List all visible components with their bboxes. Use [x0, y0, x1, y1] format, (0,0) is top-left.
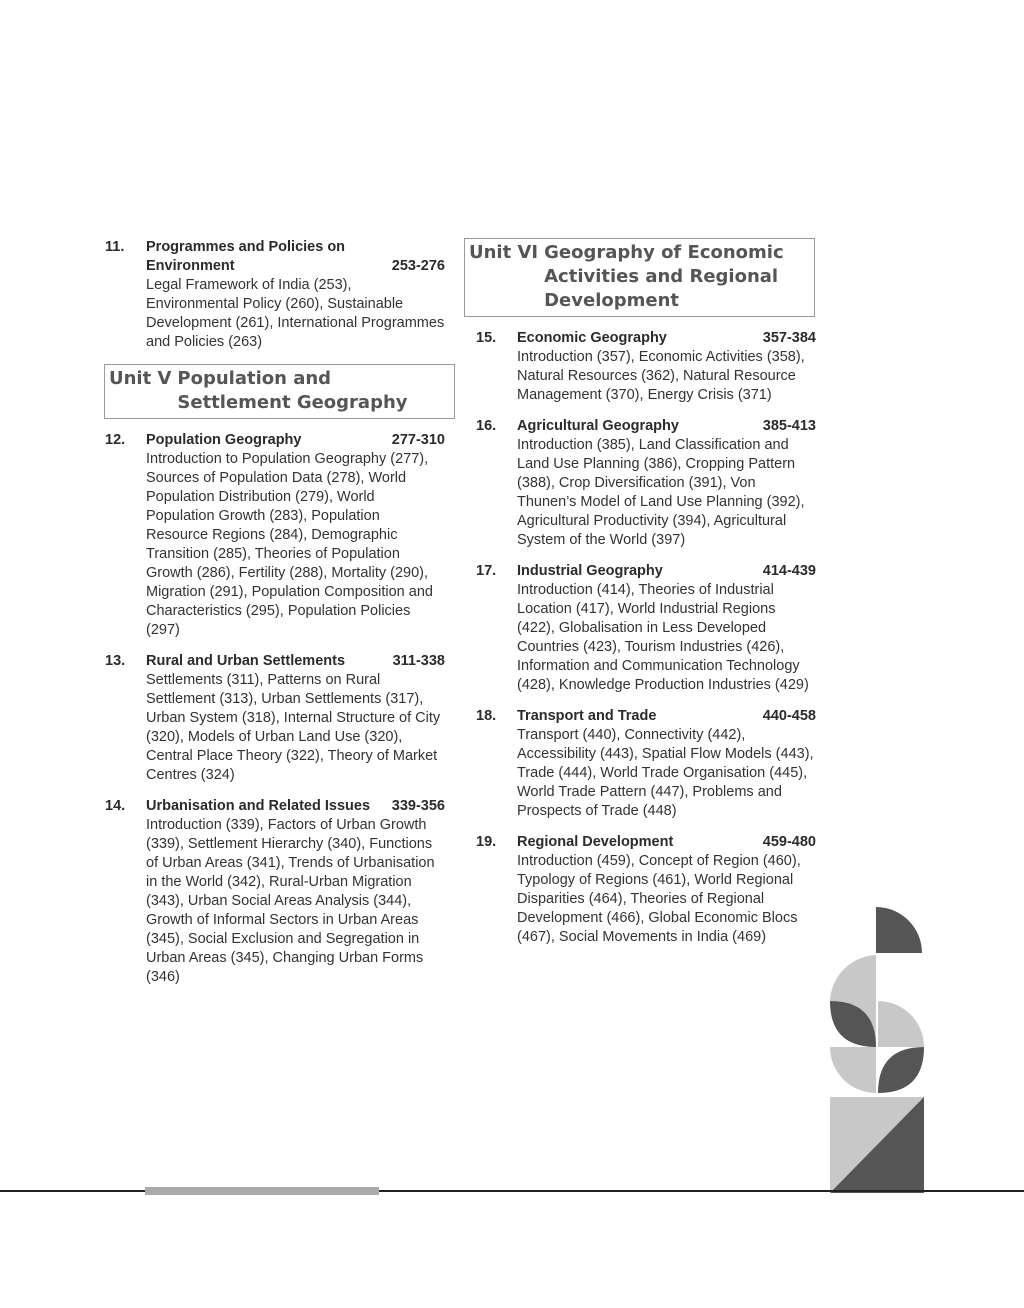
chapter-topics: Introduction (339), Factors of Urban Growth (339), Settlement Hierarchy (340), Functions of Urban Areas (341), Trends of Urbanisation in the World (342), Rural-Urban Migration (343), Urban Social Areas Analysis (344), Growth of Informal Sectors in Urban Areas (345), Social Exclusion and Segregation in Urban Areas (345), Changing Urban Forms (346) [146, 817, 435, 985]
chapter-topics: Introduction (459), Concept of Region (460), Typology of Regions (461), World Regional Disparities (464), Theories of Regional Development (466), Global Economic Blocs (467), Social Movements in India (469) [517, 853, 801, 945]
toc-entry-18[interactable] [476, 707, 816, 821]
bottom-accent-bar [145, 1187, 379, 1195]
toc-entry-17[interactable] [476, 562, 816, 695]
chapter-topics: Introduction (385), Land Classification and Land Use Planning (386), Cropping Pattern (388), Crop Diversification (391), Von Thunen’s Model of Land Use Planning (392), Agricultural Productivity (394), Agricultural System of the World (397) [517, 437, 805, 548]
chapter-topics: Introduction (357), Economic Activities (358), Natural Resources (362), Natural Resource Management (370), Energy Crisis (371) [517, 349, 805, 403]
chapter-number: 12. [105, 432, 126, 448]
chapter-number: 17. [476, 563, 497, 579]
chapter-number: 16. [476, 418, 497, 434]
toc-left-column [105, 238, 445, 999]
chapter-topics: Introduction to Population Geography (277), Sources of Population Data (278), World Population Distribution (279), World Population Growth (283), Population Resource Regions (284), Demographic Transition (285), Theories of Population Growth (286), Fertility (288), Mortality (290), Migration (291), Population Composition and Characteristics (295), Population Policies (297) [146, 451, 433, 638]
chapter-title: Agricultural Geography [517, 418, 679, 434]
chapter-topics: Introduction (414), Theories of Industrial Location (417), World Industrial Regions (422), Globalisation in Less Developed Countries (423), Tourism Industries (426), Information and Communication Technology (428), Knowledge Production Industries (429) [517, 582, 809, 693]
page-range: 357-384 [762, 330, 816, 346]
dark-quarter-circle-shape [876, 907, 922, 953]
toc-entry-15[interactable] [476, 329, 816, 405]
chapter-number: 14. [105, 798, 126, 814]
page-range: 440-458 [762, 708, 816, 724]
page-range: 277-310 [391, 432, 445, 448]
unit-title: Geography of Economic Activities and Regional Development [544, 242, 784, 311]
unit-label: Unit V [109, 368, 172, 389]
toc-entry-19[interactable] [476, 833, 816, 947]
chapter-title: Urbanisation and Related Issues [146, 798, 371, 814]
chapter-title: Industrial Geography [517, 563, 663, 579]
chapter-topics: Legal Framework of India (253), Environmental Policy (260), Sustainable Development (261), International Programmes and Policies (263) [146, 277, 445, 350]
toc-entry-11[interactable] [105, 238, 445, 352]
toc-entry-13[interactable] [105, 652, 445, 785]
chapter-number: 11. [105, 239, 125, 255]
chapter-title: Regional Development [517, 834, 674, 850]
unit-heading-vi [464, 238, 815, 317]
chapter-number: 15. [476, 330, 497, 346]
toc-entry-16[interactable] [476, 417, 816, 550]
unit-heading-v [104, 364, 455, 419]
unit-label: Unit VI [469, 242, 539, 263]
page-range: 339-356 [391, 798, 445, 814]
chapter-number: 19. [476, 834, 497, 850]
page-range: 459-480 [762, 834, 816, 850]
light-quarter-circle-shape-4 [830, 1047, 876, 1093]
page-range: 414-439 [762, 563, 816, 579]
chapter-number: 18. [476, 708, 497, 724]
light-quarter-circle-shape [830, 955, 876, 1001]
toc-entry-14[interactable] [105, 797, 445, 987]
chapter-topics: Transport (440), Connectivity (442), Accessibility (443), Spatial Flow Models (443), Trade (444), World Trade Organisation (445), World Trade Pattern (447), Problems and Prospects of Trade (448) [517, 727, 814, 819]
chapter-title: Transport and Trade [517, 708, 657, 724]
toc-entry-12[interactable] [105, 431, 445, 640]
chapter-number: 13. [105, 653, 126, 669]
chapter-topics: Settlements (311), Patterns on Rural Settlement (313), Urban Settlements (317), Urban System (318), Internal Structure of City (320), Models of Urban Land Use (320), Central Place Theory (322), Theory of Market Centres (324) [146, 672, 441, 783]
chapter-title: Programmes and Policies on Environment [146, 239, 346, 274]
unit-title: Population and Settlement Geography [177, 368, 408, 413]
chapter-title: Rural and Urban Settlements [146, 653, 346, 669]
page-range: 253-276 [391, 258, 445, 274]
page-range: 311-338 [392, 653, 445, 669]
chapter-title: Population Geography [146, 432, 302, 448]
page-range: 385-413 [762, 418, 816, 434]
toc-right-column [469, 238, 816, 959]
chapter-title: Economic Geography [517, 330, 667, 346]
light-quarter-circle-shape-3 [878, 1001, 924, 1047]
dark-leaf-shape-2 [878, 1047, 924, 1093]
decorative-geometric-pattern-icon [828, 905, 924, 1193]
